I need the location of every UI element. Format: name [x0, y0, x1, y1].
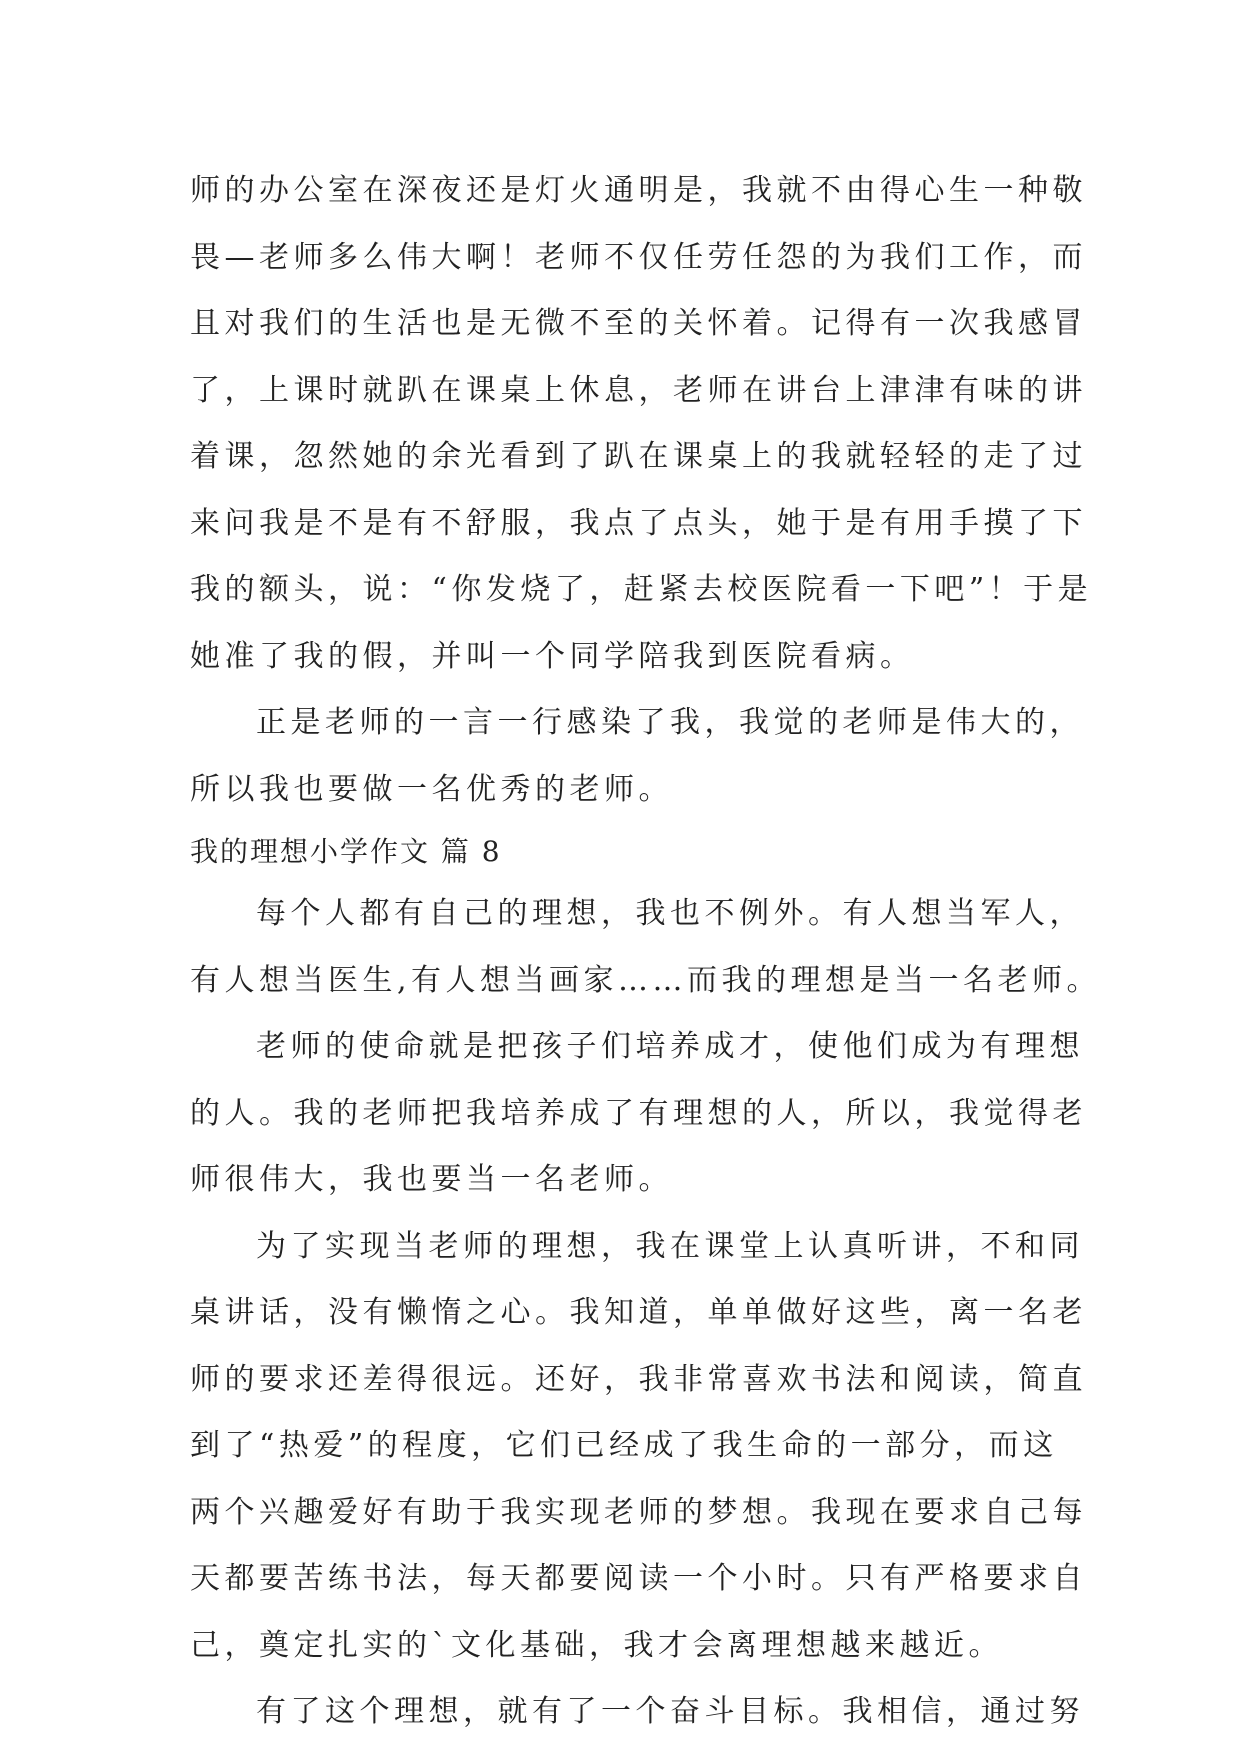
text-line: 老师的使命就是把孩子们培养成才，使他们成为有理想 — [256, 1029, 1084, 1064]
text-line: 桌讲话，没有懒惰之心。我知道，单单做好这些，离一名老 — [190, 1295, 1087, 1330]
text-line: 到了“热爱”的程度，它们已经成了我生命的一部分，而这 — [190, 1428, 1058, 1463]
text-line: 己，奠定扎实的`文化基础，我才会离理想越来越近。 — [190, 1627, 1003, 1663]
text-line: 每个人都有自己的理想，我也不例外。有人想当军人， — [256, 896, 1084, 931]
text-line: 所以我也要做一名优秀的老师。 — [190, 771, 673, 807]
text-line: 师很伟大，我也要当一名老师。 — [190, 1162, 673, 1197]
essay-text — [190, 158, 1102, 1746]
text-line: 且对我们的生活也是无微不至的关怀着。记得有一次我感冒 — [190, 306, 1087, 341]
text-line: 了，上课时就趴在课桌上休息，老师在讲台上津津有味的讲 — [190, 372, 1087, 408]
text-line: 正是老师的一言一行感染了我，我觉的老师是伟大的， — [256, 705, 1084, 740]
text-line: 师的办公室在深夜还是灯火通明是，我就不由得心生一种敬 — [190, 173, 1087, 208]
paragraph-group-after-heading — [190, 881, 1102, 1746]
text-line: 有了这个理想，就有了一个奋斗目标。我相信，通过努 — [256, 1694, 1084, 1729]
text-line: 我的额头，说：“你发烧了，赶紧去校医院看一下吧”！于是 — [190, 572, 1093, 607]
text-line: 两个兴趣爱好有助于我实现老师的梦想。我现在要求自己每 — [190, 1494, 1087, 1530]
section-heading: 我的理想小学作文 篇 8 — [190, 835, 502, 868]
text-line: 为了实现当老师的理想，我在课堂上认真听讲，不和同 — [256, 1228, 1084, 1264]
text-line: 她准了我的假，并叫一个同学陪我到医院看病。 — [190, 638, 915, 674]
text-line: 天都要苦练书法，每天都要阅读一个小时。只有严格要求自 — [190, 1561, 1087, 1596]
text-line: 畏—老师多么伟大啊！老师不仅任劳任怨的为我们工作，而 — [190, 239, 1087, 275]
text-line: 有人想当医生,有人想当画家……而我的理想是当一名老师。 — [190, 962, 1102, 998]
paragraph-group-before-heading — [190, 158, 1093, 823]
text-line: 师的要求还差得很远。还好，我非常喜欢书法和阅读，简直 — [190, 1361, 1087, 1397]
text-line: 的人。我的老师把我培养成了有理想的人，所以，我觉得老 — [190, 1095, 1087, 1131]
text-line: 来问我是不是有不舒服，我点了点头，她于是有用手摸了下 — [190, 505, 1087, 541]
text-line: 着课，忽然她的余光看到了趴在课桌上的我就轻轻的走了过 — [190, 439, 1087, 474]
